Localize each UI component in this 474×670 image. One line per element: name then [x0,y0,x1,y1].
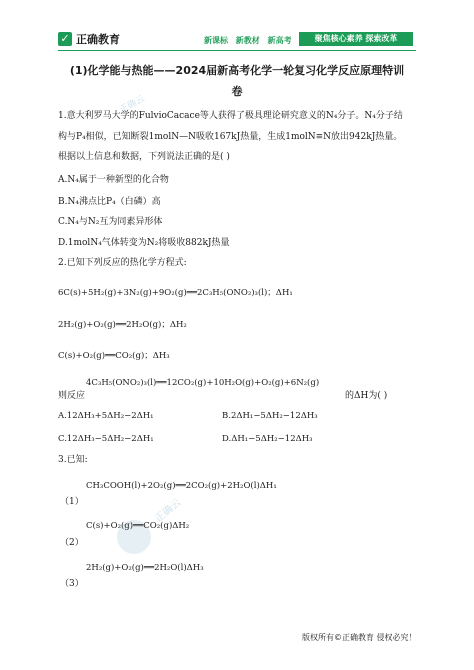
q3-number-3: （3） [60,579,84,589]
q2-equation-4: 4C₃H₅(ONO₂)₃(l)══12CO₂(g)+10H₂O(g)+O₂(g)+6N₂(g) [86,378,320,388]
q2-equation-3: C(s)+O₂(g)══CO₂(g)；ΔH₃ [58,351,170,361]
title-line-2: 卷 [231,85,243,98]
q2-ask-2: 的ΔH为( ) [345,391,388,401]
q3-number-2: （2） [60,538,84,548]
q2-equation-1: 6C(s)+5H₂(g)+3N₂(g)+9O₂(g)══2C₃H₅(ONO₂)₃(l)；ΔH₁ [58,288,293,298]
q1-line-3: 根据以上信息和数据，下列说法正确的是( ) [58,152,230,162]
header-tag: 新课标 [204,36,228,45]
q1-option-b: B.N₄沸点比P₄（白磷）高 [58,197,161,207]
q2-intro: 2.已知下列反应的热化学方程式: [58,258,187,268]
title-line-1: (1)化学能与热能——2024届新高考化学一轮复习化学反应原理特训 [69,64,405,77]
header-tag: 新教材 [235,36,260,45]
q2-option-a: A.12ΔH₃+5ΔH₂−2ΔH₁ [58,411,154,421]
header-tags [204,35,297,46]
q2-ask: 则反应 [58,391,86,401]
q3-number-1: （1） [60,497,84,507]
page-title [58,60,416,102]
checkmark-icon: ✓ [58,32,72,46]
q1-option-d: D.1molN₄气体转变为N₂将吸收882kJ热量 [58,238,230,248]
q1-line-1: 1.意大利罗马大学的FulvioCacace等人获得了极具理论研究意义的N₄分子。N₄分子结 [58,111,403,121]
header-tag: 新高考 [267,36,292,45]
q3-equation-3: 2H₂(g)+O₂(g)══2H₂O(l)ΔH₃ [86,563,204,573]
q2-option-d: D.ΔH₁−5ΔH₂−12ΔH₃ [222,434,313,444]
watermark-text: 正确云 [153,497,184,525]
q3-equation-1: CH₃COOH(l)+2O₂(g)══2CO₂(g)+2H₂O(l)ΔH₁ [86,481,277,491]
footer-copyright: 版权所有©正确教育 侵权必究！ [302,633,417,642]
q3-intro: 3.已知: [58,455,88,465]
header-banner: 聚焦核心素养 探索改革 [299,32,413,46]
q2-option-b: B.2ΔH₁−5ΔH₂−12ΔH₃ [222,411,318,421]
q2-option-c: C.12ΔH₃−5ΔH₂−2ΔH₁ [58,434,154,444]
watermark-text: 正确云 [117,94,147,116]
brand-logo [58,31,120,47]
header-divider [58,50,416,51]
q1-option-c: C.N₄与N₂互为同素异形体 [58,217,163,227]
q1-line-2: 构与P₄相似，已知断裂1molN—N吸收167kJ热量，生成1molN≡N放出942kJ热量。 [58,132,403,142]
q3-equation-2: C(s)+O₂(g)══CO₂(g)ΔH₂ [86,521,190,531]
brand-name: 正确教育 [76,33,120,46]
q1-option-a: A.N₄属于一种新型的化合物 [58,175,169,185]
q2-equation-2: 2H₂(g)+O₂(g)══2H₂O(g)；ΔH₂ [58,320,187,330]
